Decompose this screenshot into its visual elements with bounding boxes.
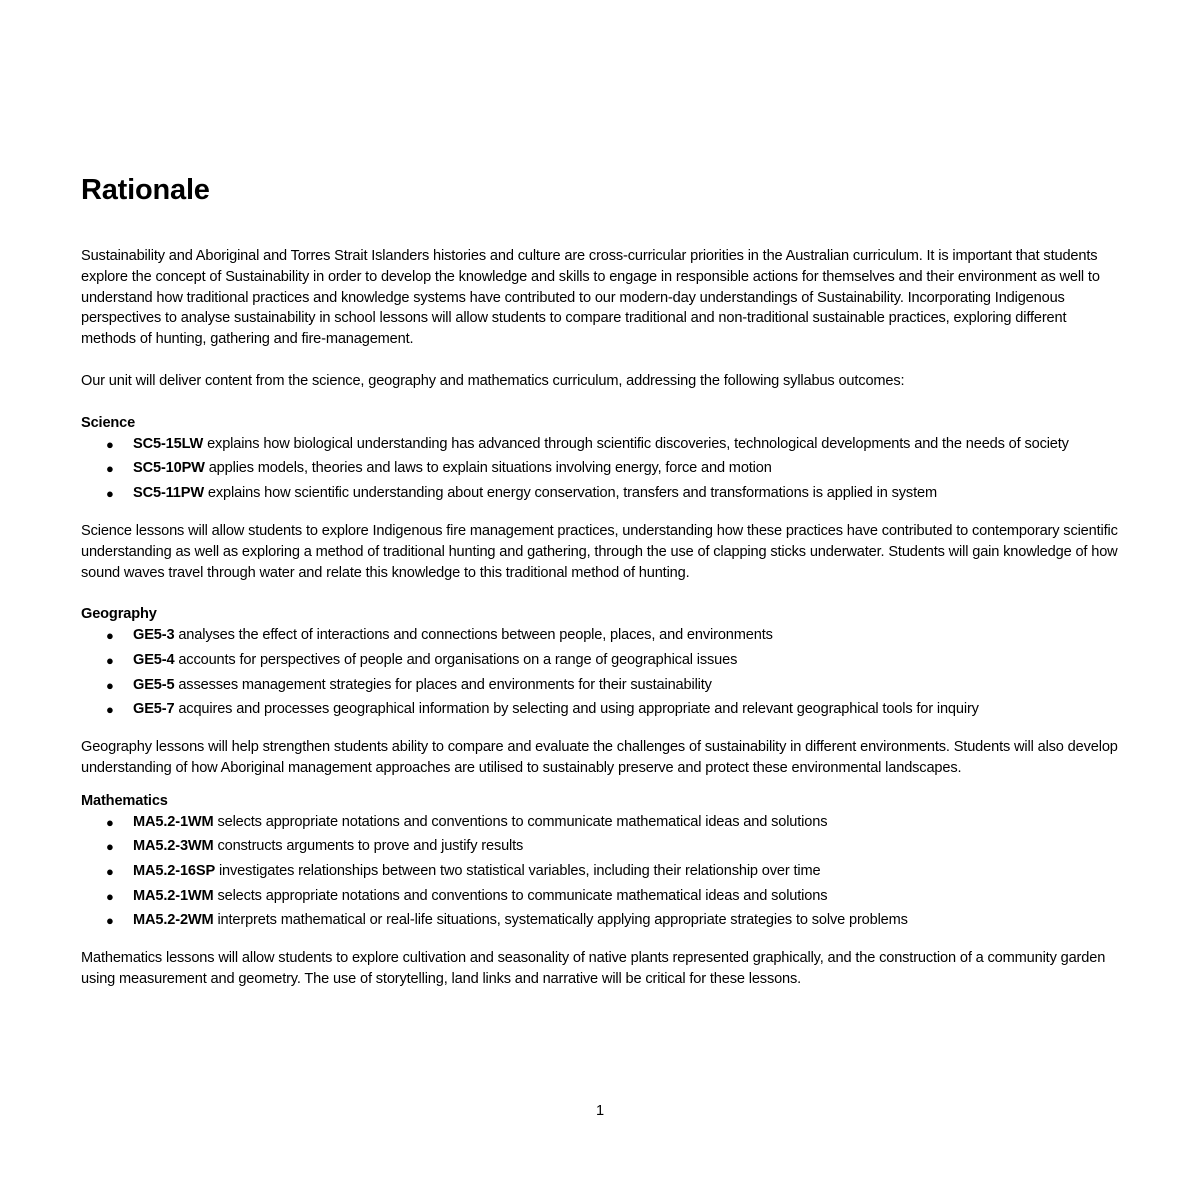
mathematics-summary: Mathematics lessons will allow students to explore cultivation and seasonality of native plants represented graphically, and the construction of a community garden using measurement and geometry. The use of storytelling, land links and narrative will be critical for these lessons. [81,950,1106,987]
list-item [81,885,1123,908]
geography-section [81,604,1123,778]
bullet-icon: ● [106,628,114,644]
list-item [81,482,1123,505]
outcome-text: assesses management strategies for places and environments for their sustainability [174,676,712,693]
outcome-code: SC5-15LW [133,435,204,452]
outcome-text: analyses the effect of interactions and connections between people, places, and environments [174,627,773,644]
outcome-code: MA5.2-3WM [133,838,214,855]
outcome-text: applies models, theories and laws to explain situations involving energy, force and motion [204,460,772,477]
mathematics-heading: Mathematics [81,792,168,809]
list-item [81,698,1123,721]
science-section [81,413,1123,584]
outcome-code: MA5.2-1WM [133,813,214,830]
outcome-code: GE5-5 [133,676,175,693]
bullet-icon: ● [106,814,114,830]
list-item [81,433,1123,456]
science-outcomes-list [81,433,1123,505]
outcome-text: interprets mathematical or real-life situations, systematically applying appropriate strategies to solve problems [213,912,908,929]
bullet-icon: ● [106,702,114,718]
geography-outcomes-list [81,624,1123,721]
list-item [81,624,1123,647]
list-item [81,860,1123,883]
page-number: 1 [595,1103,605,1119]
geography-heading: Geography [81,606,157,623]
intro-paragraph: Sustainability and Aboriginal and Torres Strait Islanders histories and culture are cross-curricular priorities in the Australian curriculum. It is important that students explore the concept of Sustainability in order to develop the knowledge and skills to engage in responsible actions for themselves and their environment as well to understand how traditional practices and knowledge systems have contributed to our modern-day understandings of Sustainability. Incorporating Indigenous perspectives to analyse sustainability in school lessons will allow students to compare traditional and non-traditional sustainable practices, exploring different methods of hunting, gathering and fire-management. [81,248,1100,348]
outcome-code: MA5.2-2WM [133,912,214,929]
list-item [81,909,1123,932]
bullet-icon: ● [106,888,114,904]
mathematics-section [81,791,1123,990]
list-item [81,811,1123,834]
list-item [81,835,1123,858]
outcome-text: accounts for perspectives of people and organisations on a range of geographical issues [174,651,738,668]
geography-summary: Geography lessons will help strengthen students ability to compare and evaluate the challenges of sustainability in different environments. Students will also develop understanding of how Aboriginal management approaches are utilised to sustainably preserve and protect these environmental landscapes. [81,739,1118,776]
unit-paragraph: Our unit will deliver content from the science, geography and mathematics curriculum, addressing the following syllabus outcomes: [81,372,905,389]
outcome-code: SC5-11PW [133,484,204,501]
outcome-text: selects appropriate notations and conventions to communicate mathematical ideas and solutions [213,887,828,904]
outcome-code: MA5.2-16SP [133,862,216,879]
document-page [81,172,1123,990]
bullet-icon: ● [106,913,114,929]
bullet-icon: ● [106,839,114,855]
science-heading: Science [81,414,136,431]
outcome-code: GE5-3 [133,627,175,644]
bullet-icon: ● [106,461,114,477]
list-item [81,649,1123,672]
outcome-code: GE5-7 [133,701,175,718]
list-item [81,674,1123,697]
science-summary: Science lessons will allow students to explore Indigenous fire management practices, understanding how these practices have contributed to contemporary scientific understanding as well as exploring a method of traditional hunting and gathering, through the use of clapping sticks underwater. Students will gain knowledge of how sound waves travel through water and relate this knowledge to this traditional method of hunting. [81,522,1118,581]
outcome-code: MA5.2-1WM [133,887,214,904]
outcome-code: GE5-4 [133,651,175,668]
outcome-text: constructs arguments to prove and justify results [213,838,524,855]
outcome-text: investigates relationships between two statistical variables, including their relationship over time [215,862,821,879]
list-item [81,457,1123,480]
mathematics-outcomes-list [81,811,1123,932]
page-title: Rationale [81,174,210,206]
bullet-icon: ● [106,485,114,501]
outcome-code: SC5-10PW [133,460,205,477]
bullet-icon: ● [106,677,114,693]
outcome-text: explains how biological understanding has advanced through scientific discoveries, technological developments and the needs of society [203,435,1069,452]
outcome-text: selects appropriate notations and conventions to communicate mathematical ideas and solutions [213,813,828,830]
bullet-icon: ● [106,436,114,452]
bullet-icon: ● [106,652,114,668]
bullet-icon: ● [106,863,114,879]
outcome-text: explains how scientific understanding about energy conservation, transfers and transformations is applied in system [204,484,937,501]
outcome-text: acquires and processes geographical information by selecting and using appropriate and relevant geographical tools for inquiry [174,701,979,718]
